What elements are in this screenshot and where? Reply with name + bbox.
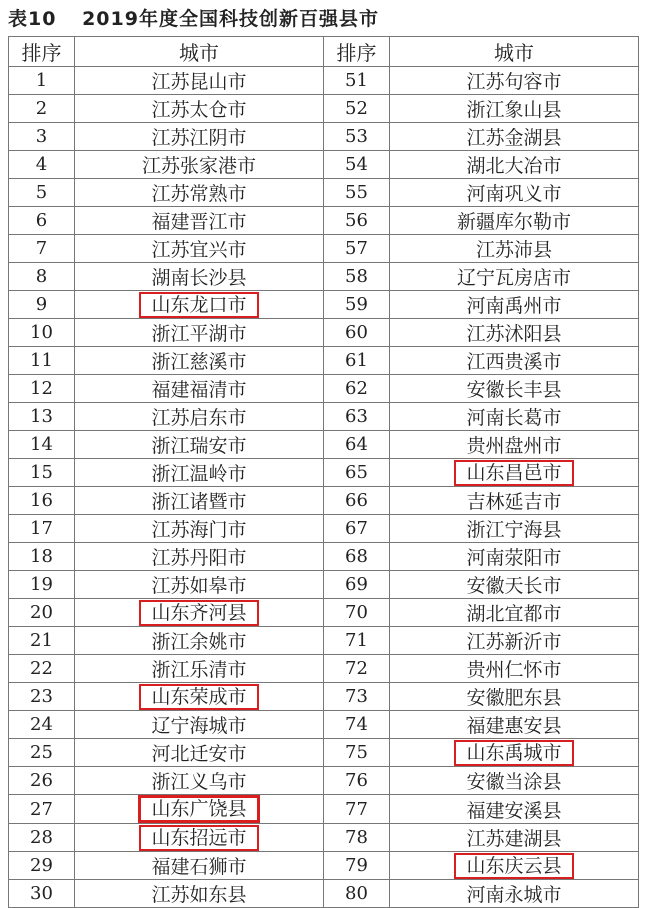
city-cell: [390, 235, 639, 263]
highlighted-city: 山东禹城市: [454, 740, 573, 766]
city-cell: [390, 711, 639, 739]
rank-value: 68: [345, 546, 368, 567]
rank-cell: [9, 319, 75, 347]
city-cell: [390, 515, 639, 543]
rank-value: 13: [30, 406, 53, 427]
city-name: 浙江瑞安市: [151, 435, 247, 457]
rank-value: 73: [345, 686, 368, 707]
city-cell: [75, 319, 324, 347]
rank-cell: [324, 571, 390, 599]
table-row: [9, 683, 639, 711]
city-cell: [75, 291, 324, 319]
table-row: [9, 543, 639, 571]
rank-value: 6: [35, 210, 48, 231]
city-header: 城市: [75, 37, 324, 67]
rank-value: 18: [30, 546, 53, 567]
rank-value: 63: [345, 406, 368, 427]
city-name: 河北迁安市: [151, 743, 247, 765]
city-cell: [390, 67, 639, 95]
table-row: [9, 711, 639, 739]
city-cell: [390, 739, 639, 767]
rank-value: 60: [345, 322, 368, 343]
city-cell: [390, 543, 639, 571]
city-name: 江苏太仓市: [151, 99, 247, 121]
rank-value: 70: [345, 602, 368, 623]
city-name: 江苏金湖县: [466, 127, 562, 149]
city-name: 河南荥阳市: [466, 547, 562, 569]
rank-value: 59: [345, 294, 368, 315]
rank-cell: [324, 179, 390, 207]
header-row: [9, 37, 639, 67]
rank-value: 57: [345, 238, 368, 259]
table-row: [9, 95, 639, 123]
city-name: 江苏江阴市: [151, 127, 247, 149]
highlighted-city: 山东广饶县: [138, 795, 259, 823]
city-cell: [390, 207, 639, 235]
city-cell: [75, 179, 324, 207]
city-name: 浙江温岭市: [151, 463, 247, 485]
rank-value: 80: [345, 883, 368, 904]
rank-cell: [9, 739, 75, 767]
rank-value: 23: [30, 686, 53, 707]
rank-cell: [324, 403, 390, 431]
rank-cell: [9, 235, 75, 263]
highlighted-city: 山东招远市: [139, 825, 258, 851]
city-name: 浙江余姚市: [151, 631, 247, 653]
rank-cell: [9, 291, 75, 319]
city-cell: [390, 291, 639, 319]
rank-cell: [9, 824, 75, 852]
city-name: 江苏宜兴市: [151, 239, 247, 261]
rank-cell: [9, 459, 75, 487]
rank-cell: [9, 487, 75, 515]
rank-cell: [9, 711, 75, 739]
city-cell: [390, 95, 639, 123]
city-cell: [390, 795, 639, 824]
rank-cell: [9, 263, 75, 291]
city-cell: [390, 487, 639, 515]
city-name: 河南巩义市: [466, 183, 562, 205]
city-cell: [390, 627, 639, 655]
city-cell: [75, 795, 324, 824]
table-row: [9, 179, 639, 207]
city-name: 浙江平湖市: [151, 323, 247, 345]
city-cell: [75, 711, 324, 739]
city-cell: [390, 123, 639, 151]
rank-value: 64: [345, 434, 368, 455]
table-body: [9, 67, 639, 908]
table-row: [9, 347, 639, 375]
rank-cell: [9, 347, 75, 375]
rank-value: 55: [345, 182, 368, 203]
rank-cell: [324, 711, 390, 739]
city-name: 安徽长丰县: [466, 379, 562, 401]
rank-value: 5: [35, 182, 48, 203]
city-name: 江苏句容市: [466, 71, 562, 93]
rank-cell: [324, 67, 390, 95]
table-row: [9, 459, 639, 487]
city-name: 江苏常熟市: [151, 183, 247, 205]
rank-value: 26: [30, 770, 53, 791]
rank-cell: [9, 543, 75, 571]
rank-value: 2: [35, 98, 48, 119]
highlighted-city: 山东昌邑市: [454, 460, 573, 486]
table-row: [9, 487, 639, 515]
rank-value: 4: [35, 154, 48, 175]
city-cell: [75, 880, 324, 908]
rank-cell: [9, 375, 75, 403]
city-name: 安徽天长市: [466, 575, 562, 597]
rank-value: 22: [30, 658, 53, 679]
rank-header: 排序: [324, 37, 390, 67]
city-name: 辽宁海城市: [151, 715, 247, 737]
city-cell: [75, 235, 324, 263]
rank-cell: [324, 852, 390, 880]
city-cell: [390, 431, 639, 459]
rank-cell: [324, 767, 390, 795]
table-row: [9, 795, 639, 824]
rank-cell: [324, 291, 390, 319]
table-row: [9, 291, 639, 319]
rank-value: 27: [30, 798, 53, 820]
rank-value: 9: [35, 294, 48, 315]
city-name: 湖北大冶市: [466, 155, 562, 177]
rank-value: 65: [345, 462, 368, 483]
rank-value: 76: [345, 770, 368, 791]
table-row: [9, 67, 639, 95]
city-cell: [390, 347, 639, 375]
city-name: 福建安溪县: [466, 799, 562, 822]
city-name: 辽宁瓦房店市: [456, 267, 571, 289]
rank-cell: [9, 795, 75, 824]
table-row: [9, 403, 639, 431]
rank-value: 30: [30, 883, 53, 904]
rank-value: 24: [30, 714, 53, 735]
rank-value: 77: [345, 798, 368, 820]
rank-value: 79: [345, 855, 368, 876]
city-name: 吉林延吉市: [466, 491, 562, 513]
rank-value: 16: [30, 490, 53, 511]
city-cell: [75, 571, 324, 599]
city-name: 江苏如皋市: [151, 575, 247, 597]
rank-cell: [324, 347, 390, 375]
rank-value: 67: [345, 518, 368, 539]
rank-value: 75: [345, 742, 368, 763]
rank-value: 28: [30, 827, 53, 848]
rank-value: 51: [345, 70, 368, 91]
rank-value: 3: [35, 126, 48, 147]
rank-cell: [9, 67, 75, 95]
rank-value: 1: [35, 70, 48, 91]
city-cell: [75, 431, 324, 459]
table-row: [9, 263, 639, 291]
city-cell: [390, 824, 639, 852]
rank-cell: [324, 151, 390, 179]
rank-cell: [9, 207, 75, 235]
city-name: 安徽当涂县: [466, 771, 562, 793]
rank-cell: [324, 95, 390, 123]
city-name: 湖北宜都市: [466, 603, 562, 625]
table-number: 表10: [8, 8, 57, 30]
rank-cell: [324, 880, 390, 908]
rank-value: 52: [345, 98, 368, 119]
rank-value: 11: [30, 350, 53, 371]
city-name: 江苏沛县: [475, 239, 552, 261]
rank-cell: [324, 543, 390, 571]
city-name: 浙江慈溪市: [151, 351, 247, 373]
city-name: 福建惠安县: [466, 715, 562, 737]
highlighted-city: 山东荣成市: [139, 684, 258, 710]
rank-cell: [9, 571, 75, 599]
rank-cell: [9, 627, 75, 655]
city-name: 福建晋江市: [151, 211, 247, 233]
table-row: [9, 207, 639, 235]
city-header: 城市: [390, 37, 639, 67]
table-row: [9, 319, 639, 347]
rank-value: 7: [35, 238, 48, 259]
highlighted-city: 山东龙口市: [139, 292, 258, 318]
rank-cell: [324, 627, 390, 655]
rank-value: 25: [30, 742, 53, 763]
table-row: [9, 375, 639, 403]
rank-cell: [324, 487, 390, 515]
city-name: 江苏张家港市: [141, 155, 256, 177]
rank-value: 14: [30, 434, 53, 455]
city-name: 福建福清市: [151, 379, 247, 401]
city-cell: [390, 683, 639, 711]
rank-cell: [9, 431, 75, 459]
rank-value: 53: [345, 126, 368, 147]
rank-cell: [324, 655, 390, 683]
city-cell: [75, 655, 324, 683]
city-name: 浙江宁海县: [466, 519, 562, 541]
rank-cell: [324, 459, 390, 487]
table-caption: 2019年度全国科技创新百强县市: [82, 8, 379, 30]
ranking-table: [8, 36, 639, 908]
rank-value: 62: [345, 378, 368, 399]
city-cell: [75, 767, 324, 795]
rank-value: 78: [345, 827, 368, 848]
city-cell: [75, 95, 324, 123]
city-cell: [390, 263, 639, 291]
city-cell: [390, 880, 639, 908]
rank-cell: [324, 235, 390, 263]
rank-value: 21: [30, 630, 53, 651]
city-cell: [75, 123, 324, 151]
rank-cell: [324, 431, 390, 459]
rank-cell: [324, 207, 390, 235]
rank-cell: [324, 319, 390, 347]
city-name: 浙江象山县: [466, 99, 562, 121]
city-name: 湖南长沙县: [151, 267, 247, 289]
rank-cell: [9, 767, 75, 795]
rank-cell: [324, 739, 390, 767]
city-cell: [390, 767, 639, 795]
rank-cell: [324, 263, 390, 291]
city-cell: [390, 375, 639, 403]
rank-cell: [9, 655, 75, 683]
city-name: 浙江义乌市: [151, 771, 247, 793]
table-row: [9, 151, 639, 179]
rank-value: 72: [345, 658, 368, 679]
table-title: [8, 4, 379, 34]
rank-cell: [324, 123, 390, 151]
city-name: 安徽肥东县: [466, 687, 562, 709]
rank-cell: [9, 123, 75, 151]
city-cell: [75, 487, 324, 515]
city-cell: [390, 319, 639, 347]
rank-value: 8: [35, 266, 48, 287]
city-name: 福建石狮市: [151, 856, 247, 878]
highlighted-city: 山东齐河县: [139, 600, 258, 626]
rank-cell: [324, 683, 390, 711]
rank-value: 29: [30, 855, 53, 876]
rank-header: 排序: [9, 37, 75, 67]
city-name: 河南永城市: [466, 884, 562, 906]
table-row: [9, 655, 639, 683]
city-cell: [75, 403, 324, 431]
city-cell: [390, 403, 639, 431]
city-cell: [75, 263, 324, 291]
city-cell: [75, 599, 324, 627]
rank-value: 54: [345, 154, 368, 175]
city-name: 江苏新沂市: [466, 631, 562, 653]
rank-cell: [9, 515, 75, 543]
rank-value: 56: [345, 210, 368, 231]
city-cell: [75, 347, 324, 375]
city-name: 江西贵溪市: [466, 351, 562, 373]
rank-value: 61: [345, 350, 368, 371]
city-name: 江苏启东市: [151, 407, 247, 429]
rank-cell: [9, 151, 75, 179]
rank-cell: [324, 375, 390, 403]
table-row: [9, 123, 639, 151]
city-cell: [390, 459, 639, 487]
table-row: [9, 431, 639, 459]
city-name: 新疆库尔勒市: [456, 211, 571, 233]
rank-value: 58: [345, 266, 368, 287]
city-cell: [390, 655, 639, 683]
city-cell: [75, 739, 324, 767]
rank-value: 66: [345, 490, 368, 511]
rank-cell: [9, 179, 75, 207]
city-name: 江苏海门市: [151, 519, 247, 541]
rank-cell: [324, 795, 390, 824]
table-row: [9, 767, 639, 795]
rank-value: 20: [30, 602, 53, 623]
rank-cell: [9, 95, 75, 123]
table-row: [9, 599, 639, 627]
city-cell: [75, 151, 324, 179]
city-cell: [75, 515, 324, 543]
city-name: 浙江诸暨市: [151, 491, 247, 513]
city-name: 贵州仁怀市: [466, 659, 562, 681]
city-name: 浙江乐清市: [151, 659, 247, 681]
city-cell: [390, 852, 639, 880]
rank-value: 74: [345, 714, 368, 735]
city-cell: [75, 683, 324, 711]
city-cell: [75, 207, 324, 235]
rank-value: 19: [30, 574, 53, 595]
city-cell: [75, 852, 324, 880]
table-row: [9, 880, 639, 908]
rank-cell: [9, 880, 75, 908]
city-cell: [75, 375, 324, 403]
rank-cell: [9, 599, 75, 627]
rank-cell: [9, 403, 75, 431]
table-row: [9, 852, 639, 880]
rank-cell: [9, 852, 75, 880]
city-cell: [390, 151, 639, 179]
rank-cell: [324, 824, 390, 852]
rank-value: 10: [30, 322, 53, 343]
table-row: [9, 515, 639, 543]
city-cell: [75, 543, 324, 571]
city-name: 河南长葛市: [466, 407, 562, 429]
city-cell: [75, 67, 324, 95]
city-cell: [390, 179, 639, 207]
city-name: 河南禹州市: [466, 295, 562, 317]
city-cell: [75, 459, 324, 487]
rank-value: 17: [30, 518, 53, 539]
rank-value: 71: [345, 630, 368, 651]
city-name: 贵州盘州市: [466, 435, 562, 457]
city-cell: [75, 627, 324, 655]
city-name: 江苏昆山市: [151, 71, 247, 93]
table-row: [9, 739, 639, 767]
rank-cell: [9, 683, 75, 711]
rank-cell: [324, 515, 390, 543]
city-name: 江苏建湖县: [466, 828, 562, 850]
rank-value: 69: [345, 574, 368, 595]
city-name: 江苏沭阳县: [466, 323, 562, 345]
rank-cell: [324, 599, 390, 627]
rank-value: 12: [30, 378, 53, 399]
rank-value: 15: [30, 462, 53, 483]
city-cell: [390, 571, 639, 599]
highlighted-city: 山东庆云县: [454, 853, 573, 879]
table-row: [9, 627, 639, 655]
table-row: [9, 571, 639, 599]
city-name: 江苏丹阳市: [151, 547, 247, 569]
city-name: 江苏如东县: [151, 884, 247, 906]
city-cell: [75, 824, 324, 852]
city-cell: [390, 599, 639, 627]
table-row: [9, 235, 639, 263]
table-row: [9, 824, 639, 852]
